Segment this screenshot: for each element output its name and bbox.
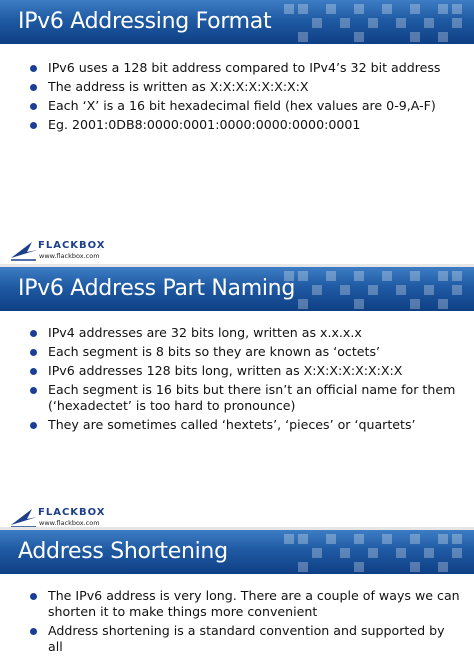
bullet-dot-icon bbox=[30, 349, 37, 356]
bullet-dot-icon bbox=[30, 422, 37, 429]
flackbox-logo bbox=[10, 240, 120, 264]
bullet-dot-icon bbox=[30, 65, 37, 72]
bullet-dot-icon bbox=[30, 628, 37, 635]
slide-title: Address Shortening bbox=[18, 539, 228, 564]
bullet-item: IPv6 addresses 128 bits long, written as X:X:X:X:X:X:X:X bbox=[30, 363, 460, 379]
bullet-dot-icon bbox=[30, 593, 37, 600]
slide-ipv6-addressing-format bbox=[0, 0, 474, 264]
grid-pattern-decoration bbox=[274, 0, 474, 44]
brand-url: www.flackbox.com bbox=[39, 519, 100, 527]
bullet-list bbox=[30, 325, 460, 436]
bullet-dot-icon bbox=[30, 368, 37, 375]
bullet-item: The address is written as X:X:X:X:X:X:X:X bbox=[30, 79, 460, 95]
bullet-list bbox=[30, 588, 460, 658]
slide-ipv6-address-part-naming bbox=[0, 267, 474, 527]
bullet-item: Each segment is 16 bits but there isn’t an official name for them (‘hexadectet’ is too hard to pronounce) bbox=[30, 382, 460, 414]
bullet-item: IPv6 uses a 128 bit address compared to IPv4’s 32 bit address bbox=[30, 60, 460, 76]
bullet-item: Each ‘X’ is a 16 bit hexadecimal field (hex values are 0-9,A-F) bbox=[30, 98, 460, 114]
bullet-item: Address shortening is a standard convention and supported by all bbox=[30, 623, 460, 655]
bullet-dot-icon bbox=[30, 103, 37, 110]
brand-name: FLACKBOX bbox=[38, 240, 106, 251]
slide-title: IPv6 Addressing Format bbox=[18, 9, 272, 34]
slide-header bbox=[0, 267, 474, 311]
slide-title: IPv6 Address Part Naming bbox=[18, 276, 295, 301]
airplane-logo-icon bbox=[10, 240, 40, 262]
bullet-dot-icon bbox=[30, 387, 37, 394]
brand-name: FLACKBOX bbox=[38, 507, 106, 518]
bullet-item: The IPv6 address is very long. There are a couple of ways we can shorten it to make things more convenient bbox=[30, 588, 460, 620]
grid-pattern-decoration bbox=[274, 267, 474, 311]
brand-url: www.flackbox.com bbox=[39, 252, 100, 260]
bullet-list bbox=[30, 60, 460, 136]
bullet-dot-icon bbox=[30, 84, 37, 91]
bullet-item: IPv4 addresses are 32 bits long, written as x.x.x.x bbox=[30, 325, 460, 341]
slide-address-shortening bbox=[0, 530, 474, 654]
bullet-dot-icon bbox=[30, 122, 37, 129]
slide-header bbox=[0, 530, 474, 574]
slide-header bbox=[0, 0, 474, 44]
airplane-logo-icon bbox=[10, 507, 40, 529]
bullet-item: Each segment is 8 bits so they are known as ‘octets’ bbox=[30, 344, 460, 360]
bullet-item: They are sometimes called ‘hextets’, ‘pieces’ or ‘quartets’ bbox=[30, 417, 460, 433]
bullet-dot-icon bbox=[30, 330, 37, 337]
bullet-item: Eg. 2001:0DB8:0000:0001:0000:0000:0000:0001 bbox=[30, 117, 460, 133]
grid-pattern-decoration bbox=[274, 530, 474, 574]
